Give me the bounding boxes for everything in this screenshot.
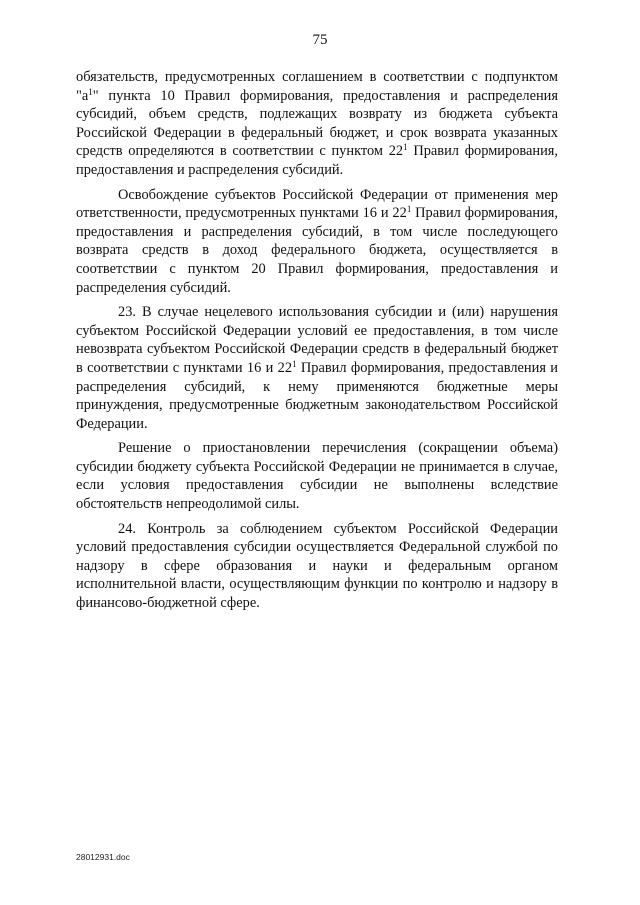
paragraph [76, 520, 558, 613]
superscript: 1 [406, 204, 412, 215]
document-body [76, 68, 558, 619]
paragraph-text: Освобождение субъектов Российской Федерации от применения мер ответственности, предусмотренных пунктами 16 и 22 [76, 186, 558, 222]
paragraph-text: 24. Контроль за соблюдением субъектом Российской Федерации условий предоставления субсидии осуществляется Федеральной службой по надзору в сфере образования и науки и федеральным органом исполнительной власти, осуществляющим функции по контролю и надзору в финансово-бюджетной сфере. [76, 520, 558, 612]
paragraph-text: Правил формирования, предоставления и распределения субсидий, к нему применяются бюджетные меры принуждения, предусмотренные бюджетным законодательством Российской Федерации. [76, 359, 558, 432]
paragraph [76, 68, 558, 180]
paragraph-text: Решение о приостановлении перечисления (сокращении объема) субсидии бюджету субъекта Российской Федерации не принимается в случае, если условия предоставления субсидии не выполнены вследствие обстоятельств непреодолимой силы. [76, 440, 558, 513]
paragraph [76, 439, 558, 513]
paragraph-text: " пункта 10 Правил формирования, предоставления и распределения субсидий, объем средств, подлежащих возврату из бюджета субъекта Российской Федерации в федеральный бюджет, и срок возврата указанных средств определяются в соответствии с пунктом 22 [76, 87, 558, 160]
paragraph-text: Правил формирования, предоставления и распределения субсидий, в том числе последующего возврата средств в доход федерального бюджета, осуществляется в соответствии с пунктом 20 Правил формирования, предоставления и распределения субсидий. [76, 205, 558, 296]
superscript: 1 [403, 142, 408, 153]
paragraph-text: Правил формирования, предоставления и распределения субсидий. [76, 143, 558, 178]
paragraph-text: 23. В случае нецелевого использования субсидии и (или) нарушения субъектом Российской Федерации условий ее предоставления, в том числе невозврата субъектом Российской Федерации средств в федеральный бюджет в соответствии с пунктами 16 и 22 [76, 304, 558, 376]
page-number: 75 [312, 32, 328, 48]
file-name-footer: 28012931.doc [76, 852, 130, 862]
paragraph-text: обязательств, предусмотренных соглашением в соответствии с подпунктом "а [76, 69, 558, 104]
paragraph [76, 303, 558, 433]
superscript: 1 [292, 358, 297, 369]
paragraph [76, 186, 558, 298]
superscript: 1 [88, 86, 93, 97]
